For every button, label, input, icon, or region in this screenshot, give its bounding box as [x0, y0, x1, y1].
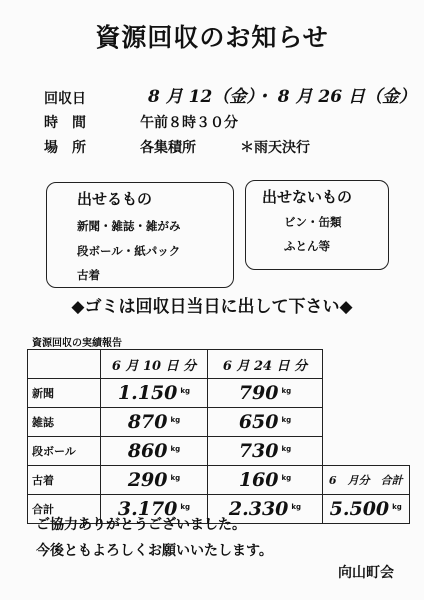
- unit-label: kg: [392, 503, 402, 511]
- can-item: 古着: [77, 268, 100, 282]
- can-heading: 出せるもの: [77, 190, 153, 208]
- table-row: [28, 466, 410, 495]
- row-label: 古着: [28, 466, 101, 495]
- row-label: 新聞: [28, 379, 101, 408]
- cannot-item: ふとん等: [284, 239, 330, 253]
- unit-label: kg: [281, 445, 292, 453]
- place-value: 各集積所: [140, 140, 196, 156]
- value-cell: 650: [238, 411, 279, 433]
- place-label: 場 所: [44, 140, 86, 156]
- notice: ◆ゴミは回収日当日に出して下さい◆: [71, 297, 353, 317]
- value-cell: 860: [127, 440, 168, 462]
- unit-label: kg: [281, 387, 292, 395]
- cannot-item: ビン・缶類: [284, 215, 342, 229]
- time-label: 時 間: [44, 115, 86, 131]
- unit-label: kg: [170, 416, 181, 424]
- unit-label: kg: [291, 503, 302, 511]
- month-total-label: 6 月分 合計: [323, 466, 410, 495]
- unit-label: kg: [170, 474, 181, 482]
- unit-label: kg: [180, 387, 191, 395]
- value-cell: 870: [127, 411, 168, 433]
- blank-cell: [323, 350, 410, 379]
- table-header-row: [28, 350, 410, 379]
- report-table: [27, 349, 410, 524]
- date-value: 8 月 12（金）・ 8 月 26 日（金）: [148, 87, 416, 107]
- organization-name: 向山町会: [338, 565, 394, 581]
- table-row: [28, 408, 410, 437]
- report-caption: 資源回収の実績報告: [32, 338, 122, 349]
- value-cell: 2.330: [228, 498, 289, 520]
- value-cell: 290: [127, 469, 168, 491]
- unit-label: kg: [281, 474, 292, 482]
- row-label: 合計: [28, 495, 101, 524]
- page-title: 資源回収のお知らせ: [95, 23, 329, 52]
- cannot-heading: 出せないもの: [262, 188, 353, 206]
- rain-note: ＊雨天決行: [240, 140, 310, 156]
- column-header: 6 月 24 日 分: [208, 350, 323, 379]
- table-row: [28, 379, 410, 408]
- can-item: 新聞・雑誌・雑がみ: [77, 219, 181, 233]
- month-total-value: 5.500: [329, 498, 390, 520]
- unit-label: kg: [281, 416, 292, 424]
- column-header: 6 月 10 日 分: [101, 350, 208, 379]
- row-label: 雑誌: [28, 408, 101, 437]
- value-cell: 790: [238, 382, 279, 404]
- value-cell: 3.170: [117, 498, 178, 520]
- unit-label: kg: [180, 503, 191, 511]
- date-label: 回収日: [44, 91, 86, 107]
- thanks-text: ご協力ありがとうございました。: [36, 517, 246, 533]
- row-label: 段ボール: [28, 437, 101, 466]
- corner-cell: [28, 350, 101, 379]
- table-row: [28, 437, 410, 466]
- can-box: [46, 182, 234, 288]
- value-cell: 160: [238, 469, 279, 491]
- value-cell: 730: [238, 440, 279, 462]
- time-value: 午前８時３０分: [140, 115, 238, 131]
- can-item: 段ボール・紙パック: [77, 244, 181, 258]
- closing-text: 今後ともよろしくお願いいたします。: [36, 543, 273, 559]
- unit-label: kg: [170, 445, 181, 453]
- cannot-box: [245, 180, 389, 270]
- value-cell: 1.150: [117, 382, 178, 404]
